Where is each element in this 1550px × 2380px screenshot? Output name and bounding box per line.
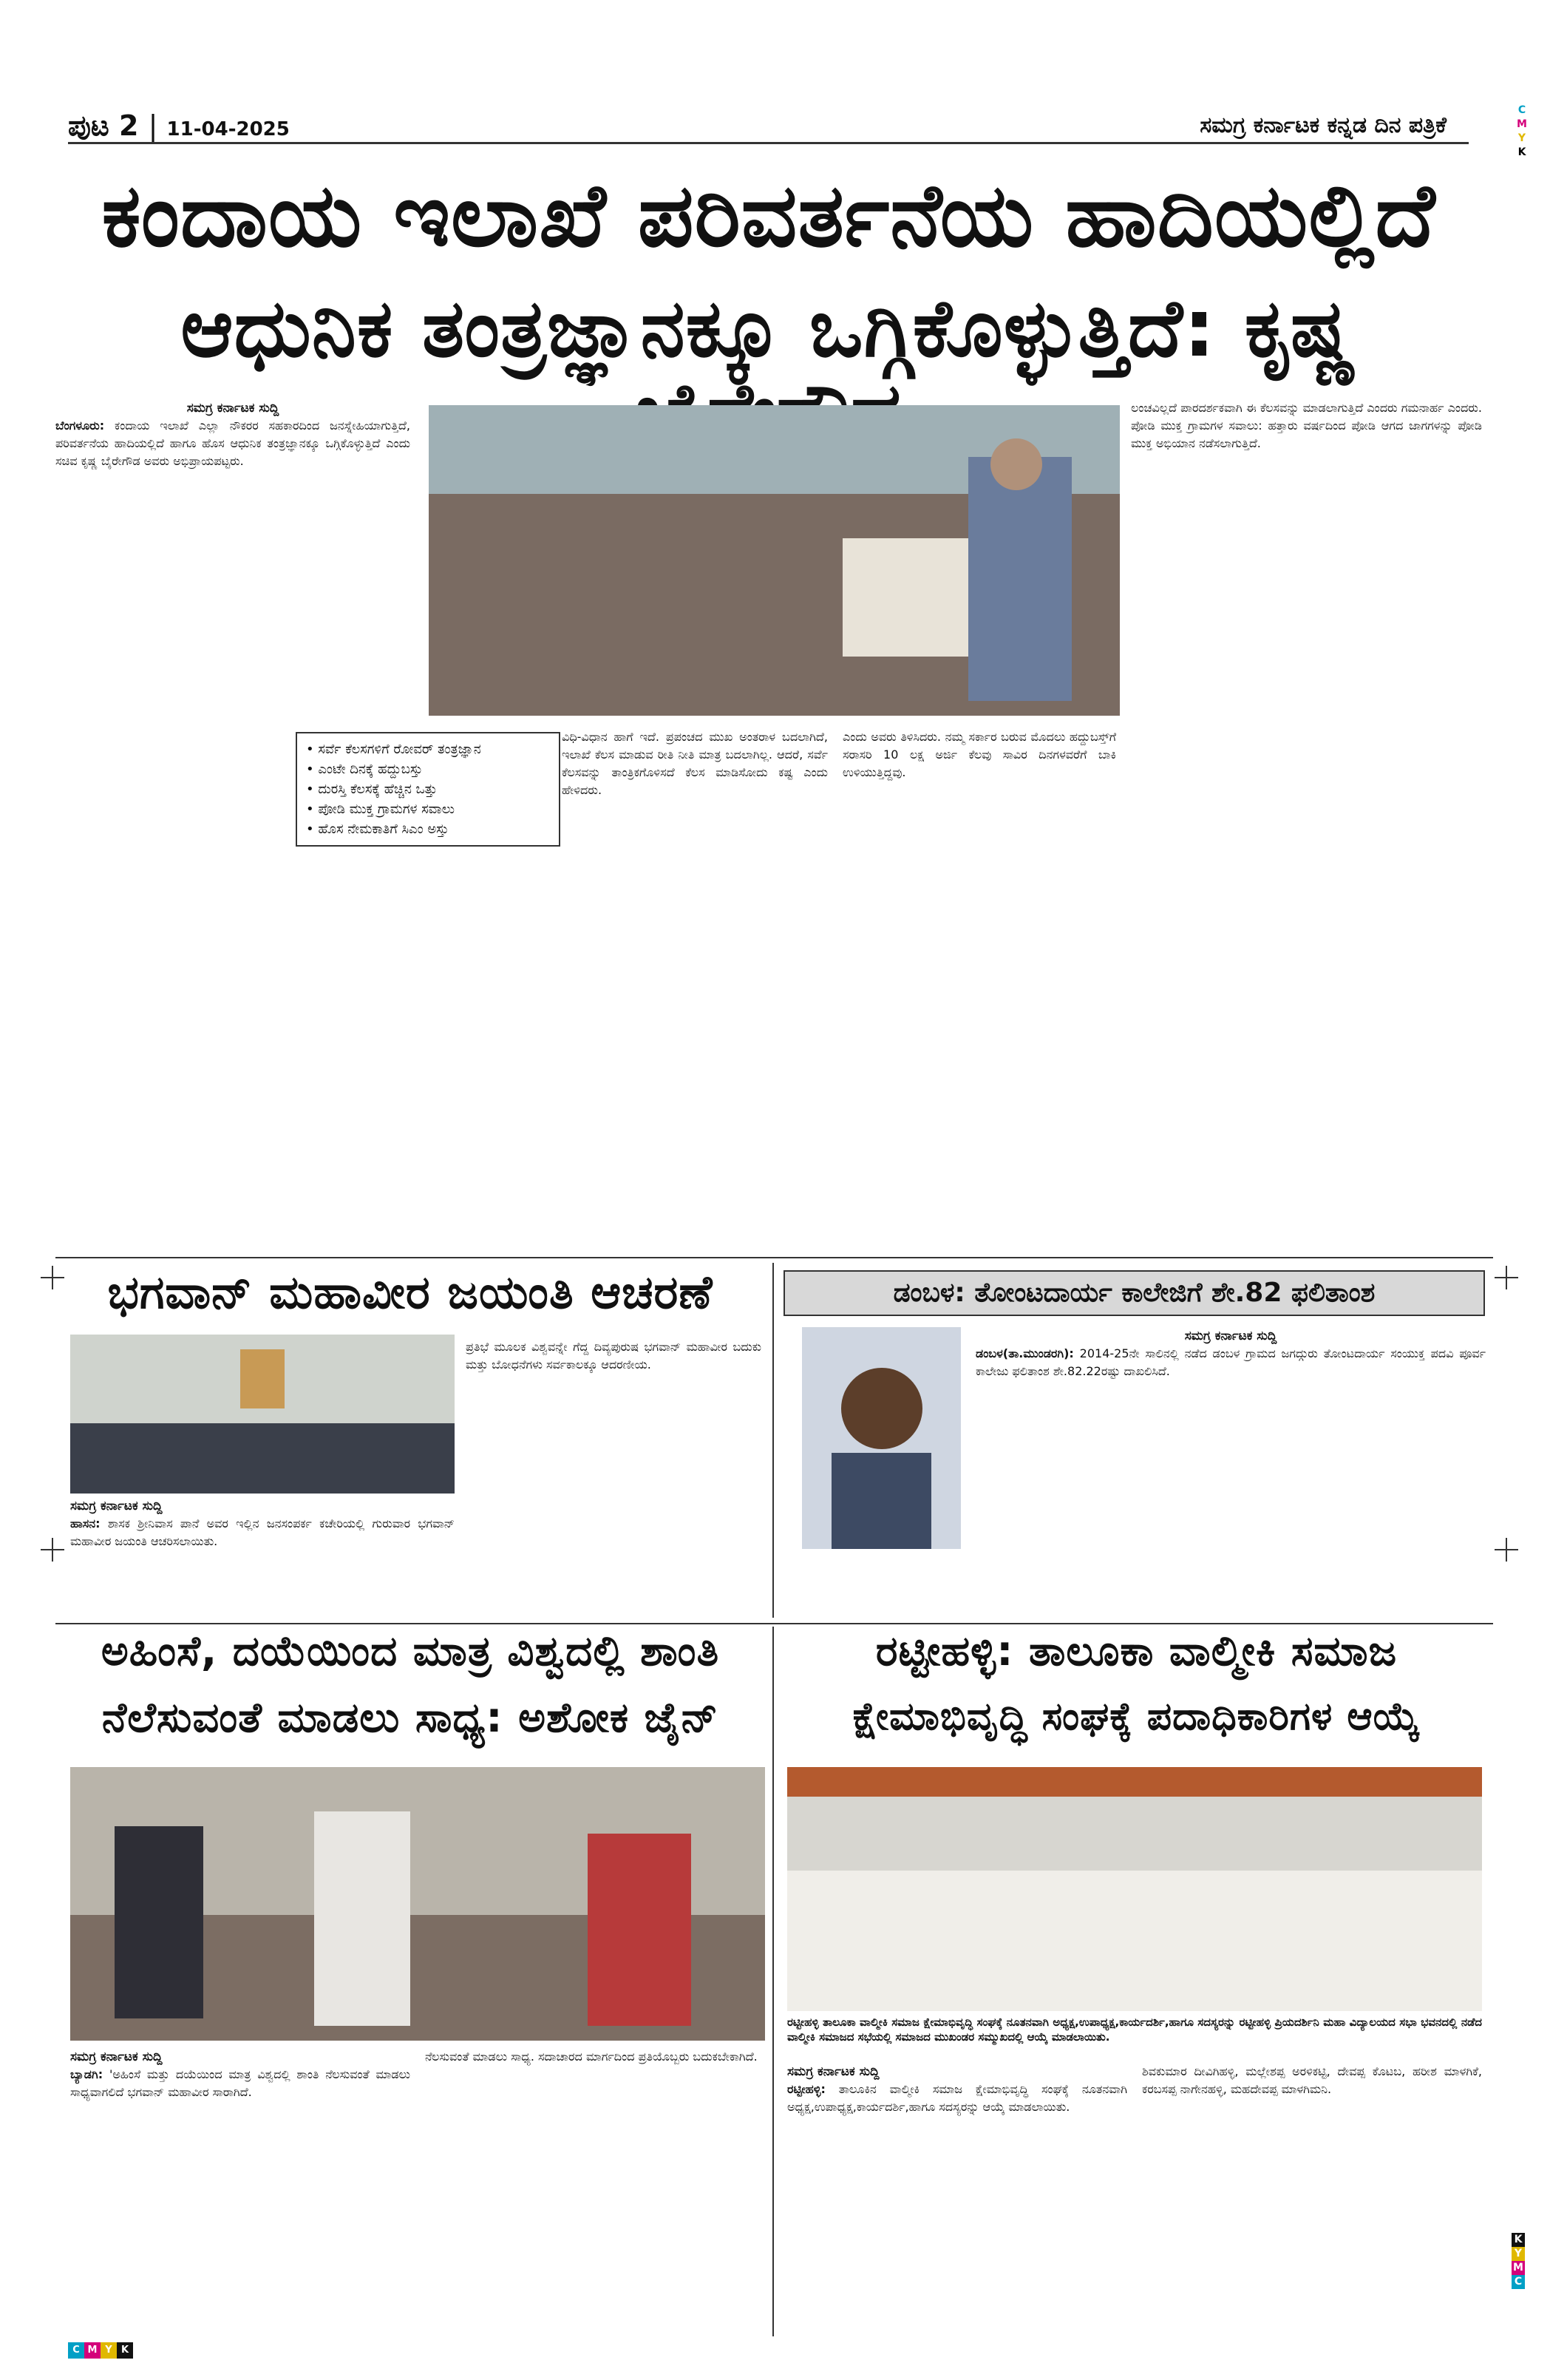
ahimse-headline-line1: ಅಹಿಂಸೆ, ದಯೆಯಿಂದ ಮಾತ್ರ ವಿಶ್ವದಲ್ಲಿ ಶಾಂತಿ <box>101 1627 720 1675</box>
result-headline-box <box>784 1270 1485 1316</box>
issue-date: 11-04-2025 <box>166 118 290 140</box>
result-headline: ಡಂಬಳ: ತೋಂಟದಾರ್ಯ ಕಾಲೇಜಿಗೆ ಶೇ.82 ಫಲಿತಾಂಶ <box>893 1278 1376 1308</box>
valmiki-headline-line2: ಕ್ಷೇಮಾಭಿವೃದ್ಧಿ ಸಂಘಕ್ಕೆ ಪದಾಧಿಕಾರಿಗಳ ಆಯ್ಕೆ <box>852 1695 1421 1739</box>
ahimse-text-right: ನೆಲಸುವಂತೆ ಮಾಡಲು ಸಾಧ್ಯ. ಸದಾಚಾರದ ಮಾರ್ಗದಿಂದ ಪ್ರತಿಯೊಬ್ಬರು ಬದುಕಬೇಕಾಗಿದೆ. <box>425 2050 758 2064</box>
result-byline: ಸಮಗ್ರ ಕರ್ನಾಟಕ ಸುದ್ದಿ <box>1184 1329 1277 1343</box>
main-photo <box>429 405 1120 716</box>
crop-mark-right <box>1495 1266 1518 1289</box>
mahaveer-headline: ಭಗವಾನ್ ಮಹಾವೀರ ಜಯಂತಿ ಆಚರಣೆ <box>107 1265 713 1319</box>
main-dateline: ಬೆಂಗಳೂರು: <box>55 418 105 433</box>
valmiki-dateline: ರಟ್ಟೀಹಳ್ಳಿ: <box>787 2082 826 2096</box>
cmyk-marks-side: K Y M C <box>1512 2233 1525 2289</box>
student-photo <box>802 1327 961 1549</box>
main-story-col4: ಲಂಚವಿಲ್ಲದೆ ಪಾರದರ್ಶಕವಾಗಿ ಈ ಕೆಲಸವನ್ನು ಮಾಡಲಾಗುತ್ತಿದೆ ಎಂದರು ಗಮನಾರ್ಹ ಎಂದರು. ಪೋಡಿ ಮುಕ್ತ ಗ್ರಾಮಗಳ ಸವಾಲು: ಹತ್ತಾರು ವರ್ಷದಿಂದ ಪೋಡಿ ಆಗದ ಜಾಗಗಳನ್ನು ಪೋಡಿ ಮುಕ್ತ ಅಭಿಯಾನ ನಡೆಸಲಾಗುತ್ತಿದೆ. <box>1131 401 1482 450</box>
main-headline-line2: ಆಧುನಿಕ ತಂತ್ರಜ್ಞಾನಕ್ಕೂ ಒಗ್ಗಿಕೊಳ್ಳುತ್ತಿದೆ: ಕೃಷ್ಣ <box>180 282 1357 375</box>
result-dateline: ಡಂಬಳ(ತಾ.ಮುಂಡರಗಿ): <box>976 1346 1074 1360</box>
vertical-rule-2 <box>772 1627 774 2336</box>
highlight-item: • ಸರ್ವೆ ಕೆಲಸಗಳಿಗೆ ರೋವರ್ ತಂತ್ರಜ್ಞಾನ <box>306 739 550 759</box>
section-rule-1 <box>55 1257 1493 1258</box>
valmiki-headline-line1: ರಟ್ಟೀಹಳ್ಳಿ: ತಾಲೂಕಾ ವಾಲ್ಮೀಕಿ ಸಮಾಜ <box>875 1627 1398 1675</box>
page-label: ಪುಟ 2 <box>68 109 139 142</box>
ahimse-photo-image <box>70 1767 765 2041</box>
mahaveer-byline: ಸಮಗ್ರ ಕರ್ನಾಟಕ ಸುದ್ದಿ <box>70 1499 163 1513</box>
vertical-rule <box>772 1263 774 1618</box>
mahaveer-photo <box>70 1335 455 1494</box>
main-story-col2: ವಿಧಿ-ವಿಧಾನ ಹಾಗೆ ಇದೆ. ಪ್ರಪಂಚದ ಮುಖ ಅಂತರಾಳ ಬದಲಾಗಿದೆ, ಇಲಾಖೆ ಕೆಲಸ ಮಾಡುವ ರೀತಿ ನೀತಿ ಮಾತ್ರ ಬದಲಾಗಿಲ್ಲ. ಆದರೆ, ಸರ್ವೆ ಕೆಲಸವನ್ನು ತಾಂತ್ರಿಕಗೊಳಿಸದೆ ಕೆಲಸ ಮಾಡಿಸೋದು ಕಷ್ಟ ಎಂದು ಹೇಳಿದರು. <box>562 730 828 797</box>
ahimse-headline-line2: ನೆಲೆಸುವಂತೆ ಮಾಡಲು ಸಾಧ್ಯ: ಅಶೋಕ ಜೈನ್ <box>101 1694 719 1742</box>
main-photo-image <box>429 405 1120 716</box>
mahaveer-photo-image <box>70 1335 455 1494</box>
result-text <box>976 1327 1486 1616</box>
ahimse-text-left <box>70 2048 410 2336</box>
page-header-left: ಪುಟ 2 | 11-04-2025 <box>68 109 290 142</box>
ahimse-photo <box>70 1767 765 2041</box>
main-col1-text: ಕಂದಾಯ ಇಲಾಖೆ ಎಲ್ಲಾ ನೌಕರರ ಸಹಕಾರದಿಂದ ಜನಸ್ನೇಹಿಯಾಗುತ್ತಿದೆ, ಪರಿವರ್ತನೆಯ ಹಾದಿಯಲ್ಲಿದೆ ಹಾಗೂ ಹೊಸ ಆಧುನಿಕ ತಂತ್ರಜ್ಞಾನಕ್ಕೂ ಒಗ್ಗಿಕೊಳ್ಳುತ್ತಿದೆ ಎಂದು ಸಚಿವ ಕೃಷ್ಣ ಬೈರೇಗೌಡ ಅವರು ಅಭಿಪ್ರಾಯಪಟ್ಟರು. <box>55 418 410 468</box>
paper-name: ಸಮಗ್ರ ಕರ್ನಾಟಕ ಕನ್ನಡ ದಿನ ಪತ್ರಿಕೆ <box>1200 112 1447 138</box>
ahimse-body-left: 'ಅಹಿಂಸೆ ಮತ್ತು ದಯೆಯಿಂದ ಮಾತ್ರ ವಿಶ್ವದಲ್ಲಿ ಶಾಂತಿ ನೆಲಸುವಂತೆ ಮಾಡಲು ಸಾಧ್ಯವಾಗಲಿದೆ ಭಗವಾನ್ ಮಹಾವೀರ ಸಾರಾಗಿದೆ. <box>70 2067 410 2099</box>
main-headline-line1: ಕಂದಾಯ ಇಲಾಖೆ ಪರಿವರ್ತನೆಯ ಹಾದಿಯಲ್ಲಿದೆ <box>101 164 1436 266</box>
highlight-item: • ಪೋಡಿ ಮುಕ್ತ ಗ್ರಾಮಗಳ ಸವಾಲು <box>306 799 550 819</box>
mahaveer-body-left: ಶಾಸಕ ಶ್ರೀನಿವಾಸ ಪಾನೆ ಅವರ ಇಲ್ಲಿನ ಜನಸಂಪರ್ಕ ಕಚೇರಿಯಲ್ಲಿ ಗುರುವಾರ ಭಗವಾನ್ ಮಹಾವೀರ ಜಯಂತಿ ಆಚರಿಸಲಾಯಿತು. <box>70 1516 455 1548</box>
crop-mark-right-2 <box>1495 1538 1518 1562</box>
highlight-item: • ಎಂಟೇ ದಿನಕ್ಕೆ ಹದ್ದುಬಸ್ತು <box>306 759 550 779</box>
mahaveer-text-right: ಪ್ರತಿಭೆ ಮೂಲಕ ವಿಶ್ವವನ್ನೇ ಗೆದ್ದ ದಿವ್ಯಪುರುಷ ಭಗವಾನ್ ಮಹಾವೀರ ಬದುಕು ಮತ್ತು ಬೋಧನೆಗಳು ಸರ್ವಕಾಲಕ್ಕೂ ಆದರಣೀಯ. <box>466 1340 761 1372</box>
valmiki-text-right: ಶಿವಕುಮಾರ ದೀವಿಗಿಹಳ್ಳಿ, ಮಲ್ಲೇಶಪ್ಪ ಅರಳಿಕಟ್ಟಿ, ದೇವಪ್ಪ ಕೊಟಬ, ಹರೀಶ ಮಾಳಗಿಕೆ, ಕರಬಸಪ್ಪ ನಾಗೇನಹಳ್ಳಿ, ಮಹದೇವಪ್ಪ ಮಾಳಗಿಮನಿ. <box>1142 2064 1482 2096</box>
student-photo-image <box>802 1327 961 1549</box>
valmiki-text-left <box>787 2063 1127 2336</box>
highlight-item: • ಹೊಸ ನೇಮಕಾತಿಗೆ ಸಿಎಂ ಅಸ್ತು <box>306 819 550 839</box>
valmiki-caption: ರಟ್ಟೀಹಳ್ಳಿ ತಾಲೂಕಾ ವಾಲ್ಮೀಕಿ ಸಮಾಜ ಕ್ಷೇಮಾಭಿವೃದ್ಧಿ ಸಂಘಕ್ಕೆ ನೂತನವಾಗಿ ಅಧ್ಯಕ್ಷ,ಉಪಾಧ್ಯಕ್ಷ,ಕಾರ್ಯದರ್ಶಿ,ಹಾಗೂ ಸದಸ್ಯರನ್ನು ರಟ್ಟೀಹಳ್ಳಿ ಪ್ರಿಯದರ್ಶಿನಿ ಮಹಾ ವಿದ್ಯಾಲಯದ ಸಭಾ ಭವನದಲ್ಲಿ ನಡೆದ ವಾಲ್ಮೀಕಿ ಸಮಾಜದ ಸಭೆಯಲ್ಲಿ ಸಮಾಜದ ಮುಖಂಡರ ಸಮ್ಮುಖದಲ್ಲಿ ಆಯ್ಕೆ ಮಾಡಲಾಯಿತು. <box>787 2015 1482 2044</box>
header-rule <box>68 142 1469 144</box>
ahimse-dateline: ಬ್ಯಾಡಗಿ: <box>70 2067 103 2081</box>
main-story-col3: ಎಂದು ಅವರು ತಿಳಿಸಿದರು. ನಮ್ಮ ಸರ್ಕಾರ ಬರುವ ಮೊದಲು ಹದ್ದುಬಸ್ತ್‌ಗೆ ಸರಾಸರಿ 10 ಲಕ್ಷ ಅರ್ಜಿ ಕೆಲವು ಸಾವಿರ ದಿನಗಳವರೆಗೆ ಬಾಕಿ ಉಳಿಯುತ್ತಿದ್ದವು. <box>843 730 1116 779</box>
mahaveer-dateline: ಹಾಸನ: <box>70 1516 101 1530</box>
result-body: 2014-25ನೇ ಸಾಲಿನಲ್ಲಿ ನಡೆದ ಡಂಬಳ ಗ್ರಾಮದ ಜಗದ್ಗುರು ತೋಂಟದಾರ್ಯ ಸಂಯುಕ್ತ ಪದವಿ ಪೂರ್ವ ಕಾಲೇಜು ಫಲಿತಾಂಶ ಶೇ.82.22ರಷ್ಟು ದಾಖಲಿಸಿದೆ. <box>976 1346 1486 1378</box>
valmiki-body-left: ತಾಲೂಕಿನ ವಾಲ್ಮೀಕಿ ಸಮಾಜ ಕ್ಷೇಮಾಭಿವೃದ್ಧಿ ಸಂಘಕ್ಕೆ ನೂತನವಾಗಿ ಅಧ್ಯಕ್ಷ,ಉಪಾಧ್ಯಕ್ಷ,ಕಾರ್ಯದರ್ಶಿ,ಹಾಗೂ ಸದಸ್ಯರನ್ನು ಆಯ್ಕೆ ಮಾಡಲಾಯಿತು. <box>787 2082 1127 2114</box>
cmyk-marks-top: C M Y K <box>1517 104 1527 158</box>
valmiki-photo <box>787 1767 1482 2011</box>
section-rule-2 <box>55 1623 1493 1624</box>
cmyk-marks-bottom: C M Y K <box>68 2342 133 2359</box>
highlight-item: • ದುರಸ್ತಿ ಕೆಲಸಕ್ಕೆ ಹೆಚ್ಚಿನ ಒತ್ತು <box>306 779 550 799</box>
valmiki-photo-image <box>787 1767 1482 2011</box>
main-byline: ಸಮಗ್ರ ಕರ್ನಾಟಕ ಸುದ್ದಿ <box>186 401 279 416</box>
highlights-box <box>296 732 560 847</box>
ahimse-byline: ಸಮಗ್ರ ಕರ್ನಾಟಕ ಸುದ್ದಿ <box>70 2050 163 2064</box>
valmiki-byline: ಸಮಗ್ರ ಕರ್ನಾಟಕ ಸುದ್ದಿ <box>787 2064 880 2079</box>
crop-mark-left-2 <box>41 1538 64 1562</box>
